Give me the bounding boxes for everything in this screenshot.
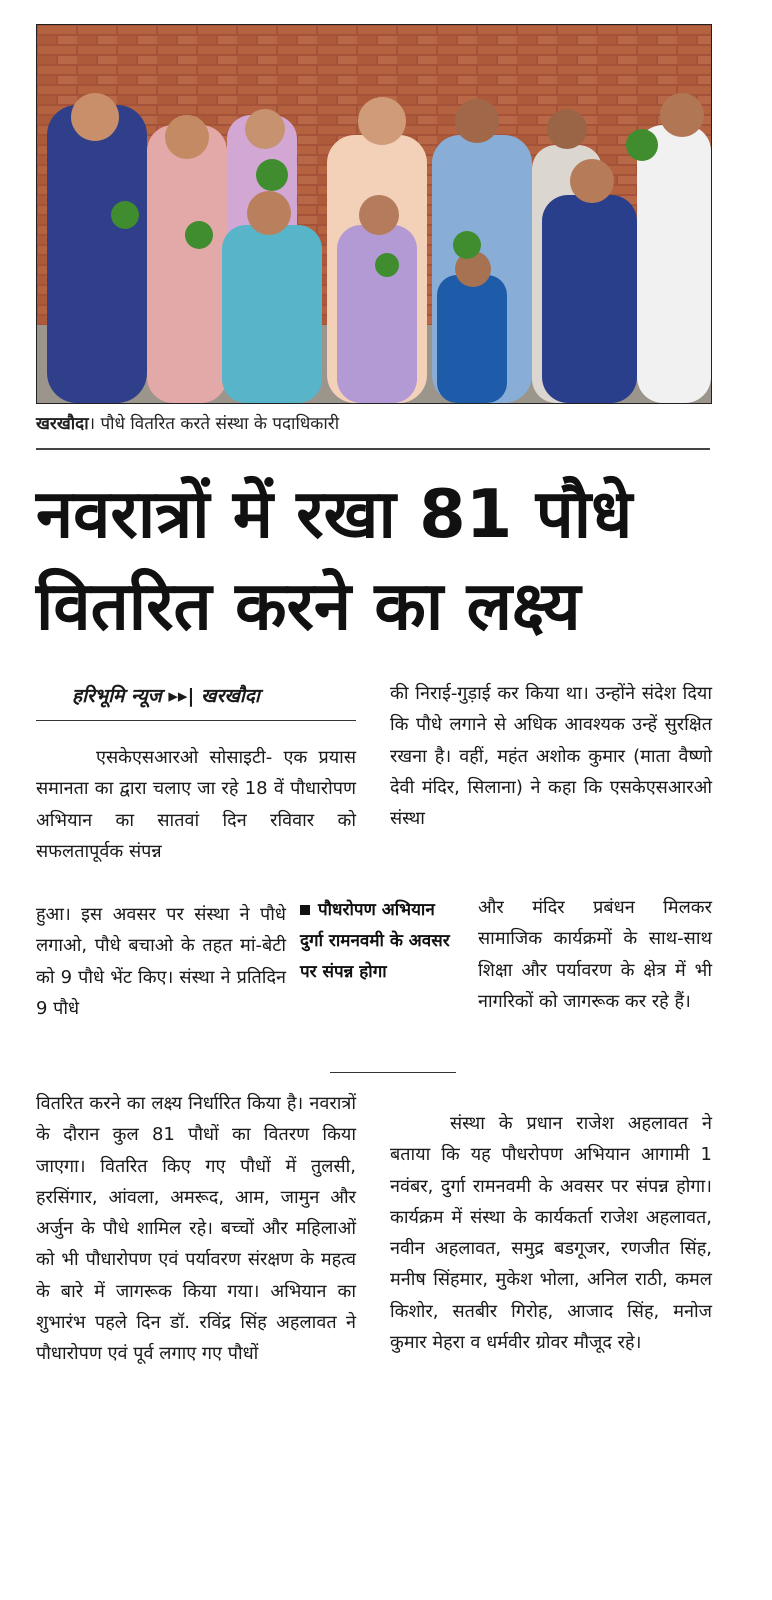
bullet-icon bbox=[300, 905, 310, 915]
article-col1-part3 bbox=[36, 1088, 356, 1370]
paragraph: हुआ। इस अवसर पर संस्था ने पौधे लगाओ, पौधे बचाओ के तहत मां-बेटी को 9 पौधे भेंट किए। संस्था ने प्रतिदिन 9 पौधे bbox=[36, 904, 286, 1019]
news-photo bbox=[36, 24, 712, 404]
article-col1-part2 bbox=[36, 899, 286, 1024]
caption-text: । पौधे वितरित करते संस्था के पदाधिकारी bbox=[88, 414, 340, 434]
group-photo-icon bbox=[37, 25, 711, 403]
article-col2-part2 bbox=[478, 892, 712, 1017]
headline-line1: नवरात्रों में रखा 81 पौधे bbox=[36, 475, 633, 553]
paragraph: और मंदिर प्रबंधन मिलकर सामाजिक कार्यक्रमों के साथ-साथ शिक्षा और पर्यावरण के क्षेत्र में भी नागरिकों को जागरूक कर रहे हैं। bbox=[478, 897, 712, 1012]
pull-quote-divider bbox=[330, 1072, 456, 1073]
paragraph: एसकेएसआरओ सोसाइटी- एक प्रयास समानता का द्वारा चलाए जा रहे 18 वें पौधारोपण अभियान का सातवां दिन रविवार को सफलतापूर्वक संपन्न bbox=[36, 747, 356, 862]
headline bbox=[36, 468, 726, 652]
photo-caption bbox=[36, 413, 710, 435]
byline-agency: हरिभूमि न्यूज bbox=[72, 685, 162, 707]
article-col2-part1 bbox=[390, 678, 712, 834]
pull-quote bbox=[300, 895, 460, 988]
byline-place: खरखौदा bbox=[201, 685, 260, 707]
article-col1-part1 bbox=[36, 742, 356, 867]
caption-place: खरखौदा bbox=[36, 414, 89, 434]
byline-divider bbox=[36, 720, 356, 721]
pull-quote-text: पौधरोपण अभियान दुर्गा रामनवमी के अवसर पर संपन्न होगा bbox=[300, 900, 450, 982]
byline bbox=[72, 682, 362, 708]
article-col2-part3 bbox=[390, 1108, 712, 1358]
paragraph: की निराई-गुड़ाई कर किया था। उन्होंने संदेश दिया कि पौधे लगाने से अधिक आवश्यक उन्हें सुरक्षित रखना है। वहीं, महंत अशोक कुमार (माता वैष्णो देवी मंदिर, सिलाना) ने कहा कि एसकेएसआरओ संस्था bbox=[390, 683, 712, 830]
paragraph: वितरित करने का लक्ष्य निर्धारित किया है। नवरात्रों के दौरान कुल 81 पौधों का वितरण किया जाएगा। वितरित किए गए पौधों में तुलसी, हरसिंगार, आंवला, अमरूद, आम, जामुन और अर्जुन के पौधे शामिल रहे। बच्चों और महिलाओं को भी पौधारोपण एवं पर्यावरण संरक्षण के महत्व के बारे में जागरूक किया गया। अभियान का शुभारंभ पहले दिन डॉ. रविंद्र सिंह अहलावत ने पौधारोपण एवं पूर्व लगाए गए पौधों bbox=[36, 1093, 356, 1365]
byline-arrows: ▸▸| bbox=[168, 685, 195, 707]
paragraph: संस्था के प्रधान राजेश अहलावत ने बताया कि यह पौधरोपण अभियान आगामी 1 नवंबर, दुर्गा रामनवमी के अवसर पर संपन्न होगा। कार्यक्रम में संस्था के कार्यकर्ता राजेश अहलावत, नवीन अहलावत, समुद्र बडगूजर, रणजीत सिंह, मनीष सिंहमार, मुकेश भोला, अनिल राठी, कमल किशोर, सतबीर गिरोह, आजाद सिंह, मनोज कुमार मेहरा व धर्मवीर ग्रोवर मौजूद रहे। bbox=[390, 1113, 712, 1354]
divider bbox=[36, 448, 710, 450]
headline-line2: वितरित करने का लक्ष्य bbox=[36, 567, 581, 645]
